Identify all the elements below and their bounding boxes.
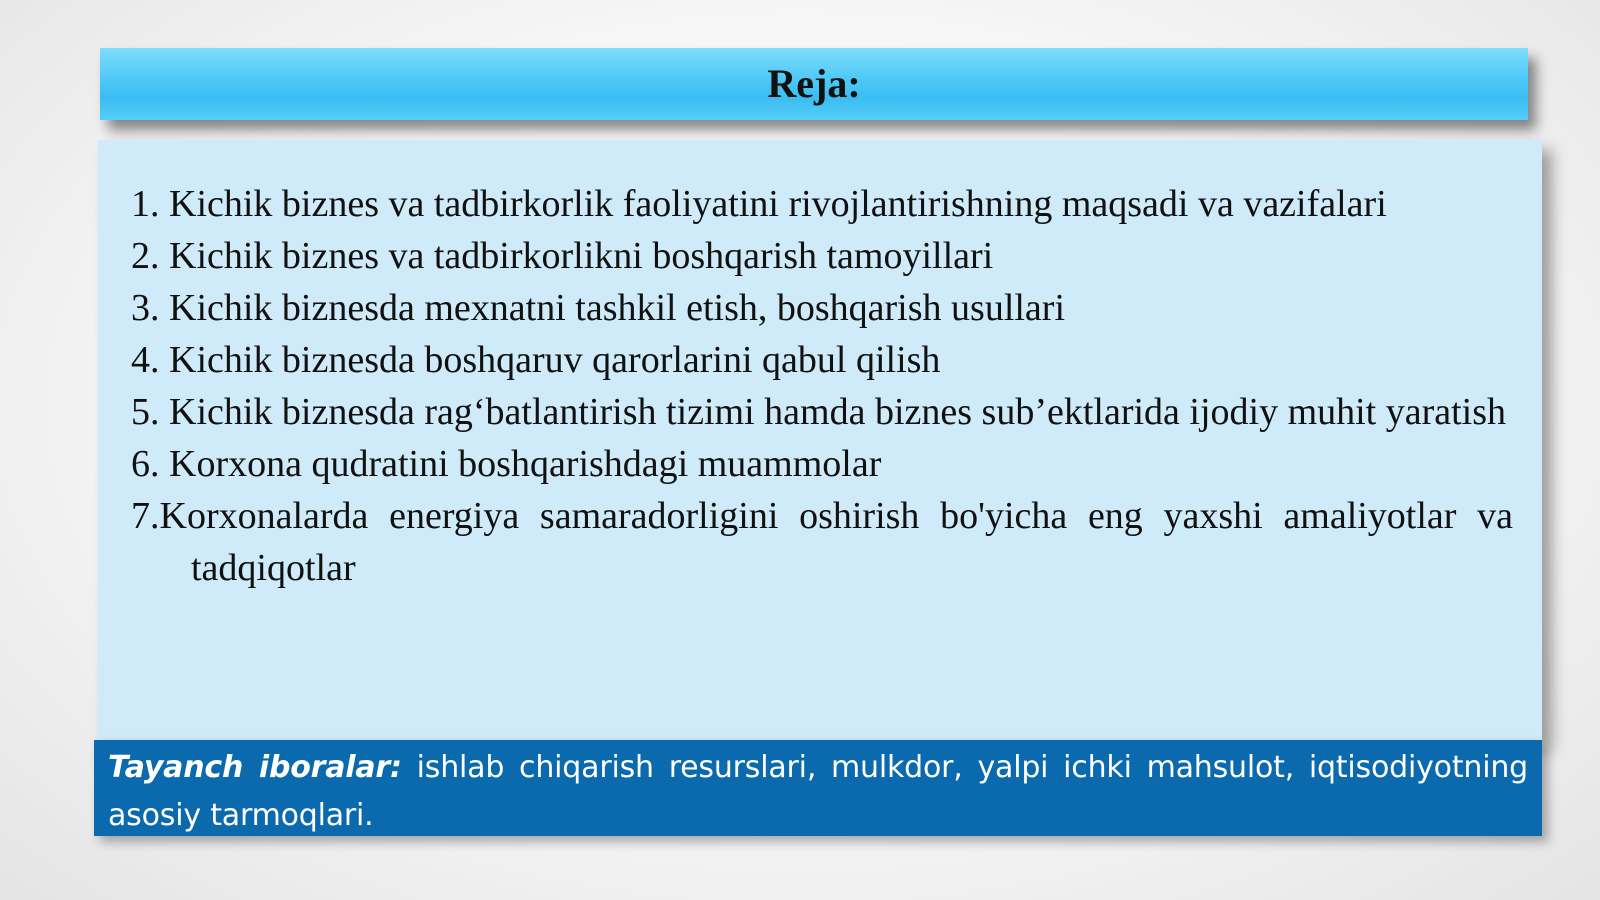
plan-list — [131, 178, 1513, 594]
slide-title: Reja: — [767, 60, 861, 106]
plan-item-2: 2. Kichik biznes va tadbirkorlikni boshqarish tamoyillari — [131, 235, 994, 277]
keywords-bar — [94, 740, 1542, 836]
plan-item-6: 6. Korxona qudratini boshqarishdagi muammolar — [131, 443, 882, 485]
keywords-text: ishlab chiqarish resurslari, mulkdor, yalpi ichki mahsulot, iqtisodiyotning asosiy tarmoqlari. — [108, 750, 1528, 833]
plan-item-3: 3. Kichik biznesda mexnatni tashkil etish, boshqarish usullari — [131, 287, 1066, 329]
plan-item-1: 1. Kichik biznes va tadbirkorlik faoliyatini rivojlantirishning maqsadi va vazifalari — [131, 183, 1387, 225]
plan-item-7: 7.Korxonalarda energiya samaradorligini oshirish bo'yicha eng yaxshi amaliyotlar va tadqiqotlar — [131, 495, 1513, 589]
keywords-label: Tayanch iboralar: — [108, 750, 402, 785]
title-bar — [100, 48, 1528, 120]
plan-item-4: 4. Kichik biznesda boshqaruv qarorlarini qabul qilish — [131, 339, 941, 381]
plan-item-5: 5. Kichik biznesda rag‘batlantirish tizimi hamda biznes sub’ektlarida ijodiy muhit yaratish — [131, 391, 1507, 433]
keywords-paragraph — [108, 744, 1528, 840]
